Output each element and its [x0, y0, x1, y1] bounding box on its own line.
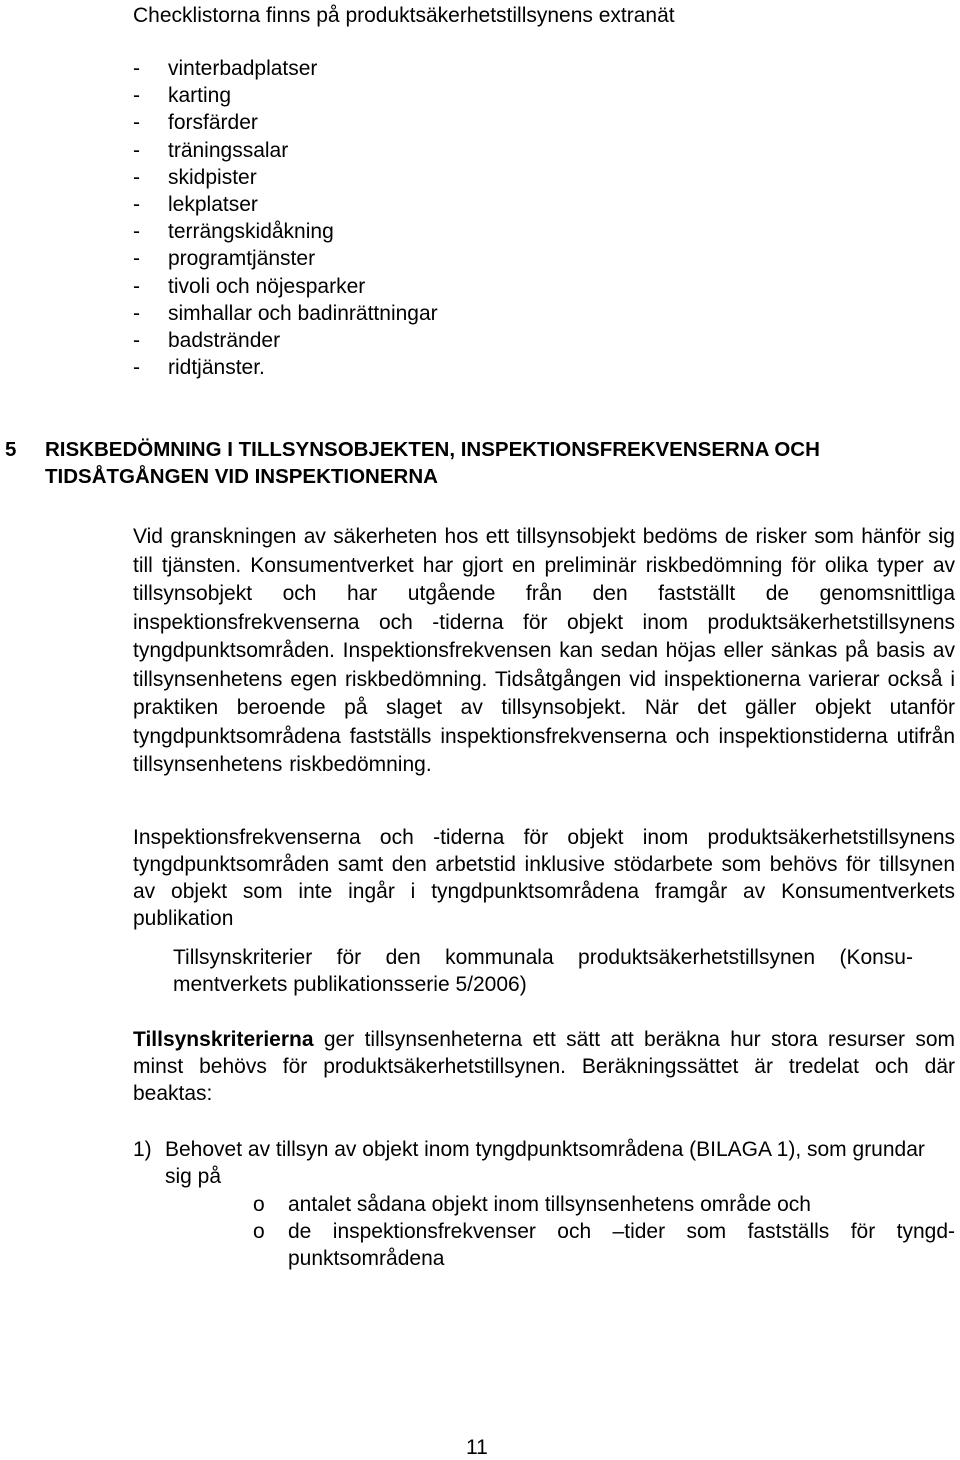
list-item: - programtjänster — [133, 245, 438, 272]
item-marker: 1) — [133, 1138, 152, 1161]
list-item: - forsfärder — [133, 109, 438, 136]
activity-list — [133, 55, 438, 381]
list-item: - simhallar och badinrättningar — [133, 300, 438, 327]
intro-text: Checklistorna finns på produktsäkerhetstillsynens extranät — [133, 4, 675, 27]
bold-term: Tillsynskriterierna — [133, 1028, 314, 1051]
sub-list-item — [253, 1218, 955, 1272]
sub-list-item — [253, 1191, 955, 1218]
sub-item-text: antalet sådana objekt inom tillsynsenhetens område och — [288, 1193, 811, 1216]
body-paragraph-3 — [133, 1026, 955, 1107]
section-title-line1: RISKBEDÖMNING I TILLSYNSOBJEKTEN, INSPEKTIONSFREKVENSERNA OCH — [45, 438, 820, 461]
list-item: - terrängskidåkning — [133, 218, 438, 245]
list-item: - träningssalar — [133, 137, 438, 164]
list-item: - tivoli och nöjesparker — [133, 273, 438, 300]
numbered-item — [133, 1136, 955, 1190]
body-paragraph-2: Inspektionsfrekvenserna och -tiderna för objekt inom produktsäkerhetstillsynens tyngdpunktsområden samt den arbetstid inklusive stödarbete som behövs för tillsynen av objekt som inte ingår i tyngdpunktsområdena framgår av Konsumentverkets publikation — [133, 826, 955, 930]
bullet-marker: o — [253, 1193, 265, 1216]
list-item: - badstränder — [133, 327, 438, 354]
sub-list — [253, 1191, 955, 1272]
bullet-marker: o — [253, 1220, 265, 1243]
numbered-item-text: Behovet av tillsyn av objekt inom tyngdpunktsområdena (BILAGA 1), som grundar sig på — [165, 1138, 925, 1188]
sub-item-text: de inspektionsfrekvenser och –tider som fastställs för tyngdpunktsområdena — [288, 1220, 955, 1270]
page-number: 11 — [466, 1436, 488, 1459]
list-item: - lekplatser — [133, 191, 438, 218]
body-paragraph-1: Vid granskningen av säkerheten hos ett tillsynsobjekt bedöms de risker som hänför sig till tjänsten. Konsumentverket har gjort en preliminär riskbedömning för olika typer av tillsynsobjekt och har utgående från den fastställt de genomsnittliga inspektionsfrekvenserna och -tiderna för objekt inom produktsäkerhetstillsynens tyngdpunktsområden. Inspektionsfrekvensen kan sedan höjas eller sänkas på basis av tillsynsenhetens egen riskbedömning. Tidsåtgången vid inspektionerna varierar också i praktiken beroende på slaget av tillsynsobjekt. När det gäller objekt utanför tyngdpunktsområdena fastställs inspektionsfrekvenserna och inspektionstiderna utifrån tillsynsenhetens riskbedömning. — [133, 525, 955, 776]
section-title-line2: TIDSÅTGÅNGEN VID INSPEKTIONERNA — [45, 465, 438, 488]
list-item: - ridtjänster. — [133, 354, 438, 381]
section-heading — [5, 436, 955, 490]
publication-title: Tillsynskriterier för den kommunala produktsäkerhetstillsynen (Konsumentverkets publikationsserie 5/2006) — [173, 946, 913, 996]
paragraph-3-text: ger tillsynsenheterna ett sätt att beräkna hur stora resurser som minst behövs för produktsäkerhetstillsynen. Beräkningssättet är tredelat och där beaktas: — [133, 1028, 955, 1105]
list-item: - skidpister — [133, 164, 438, 191]
section-number: 5 — [5, 438, 17, 461]
list-item: - karting — [133, 82, 438, 109]
list-item: - vinterbadplatser — [133, 55, 438, 82]
